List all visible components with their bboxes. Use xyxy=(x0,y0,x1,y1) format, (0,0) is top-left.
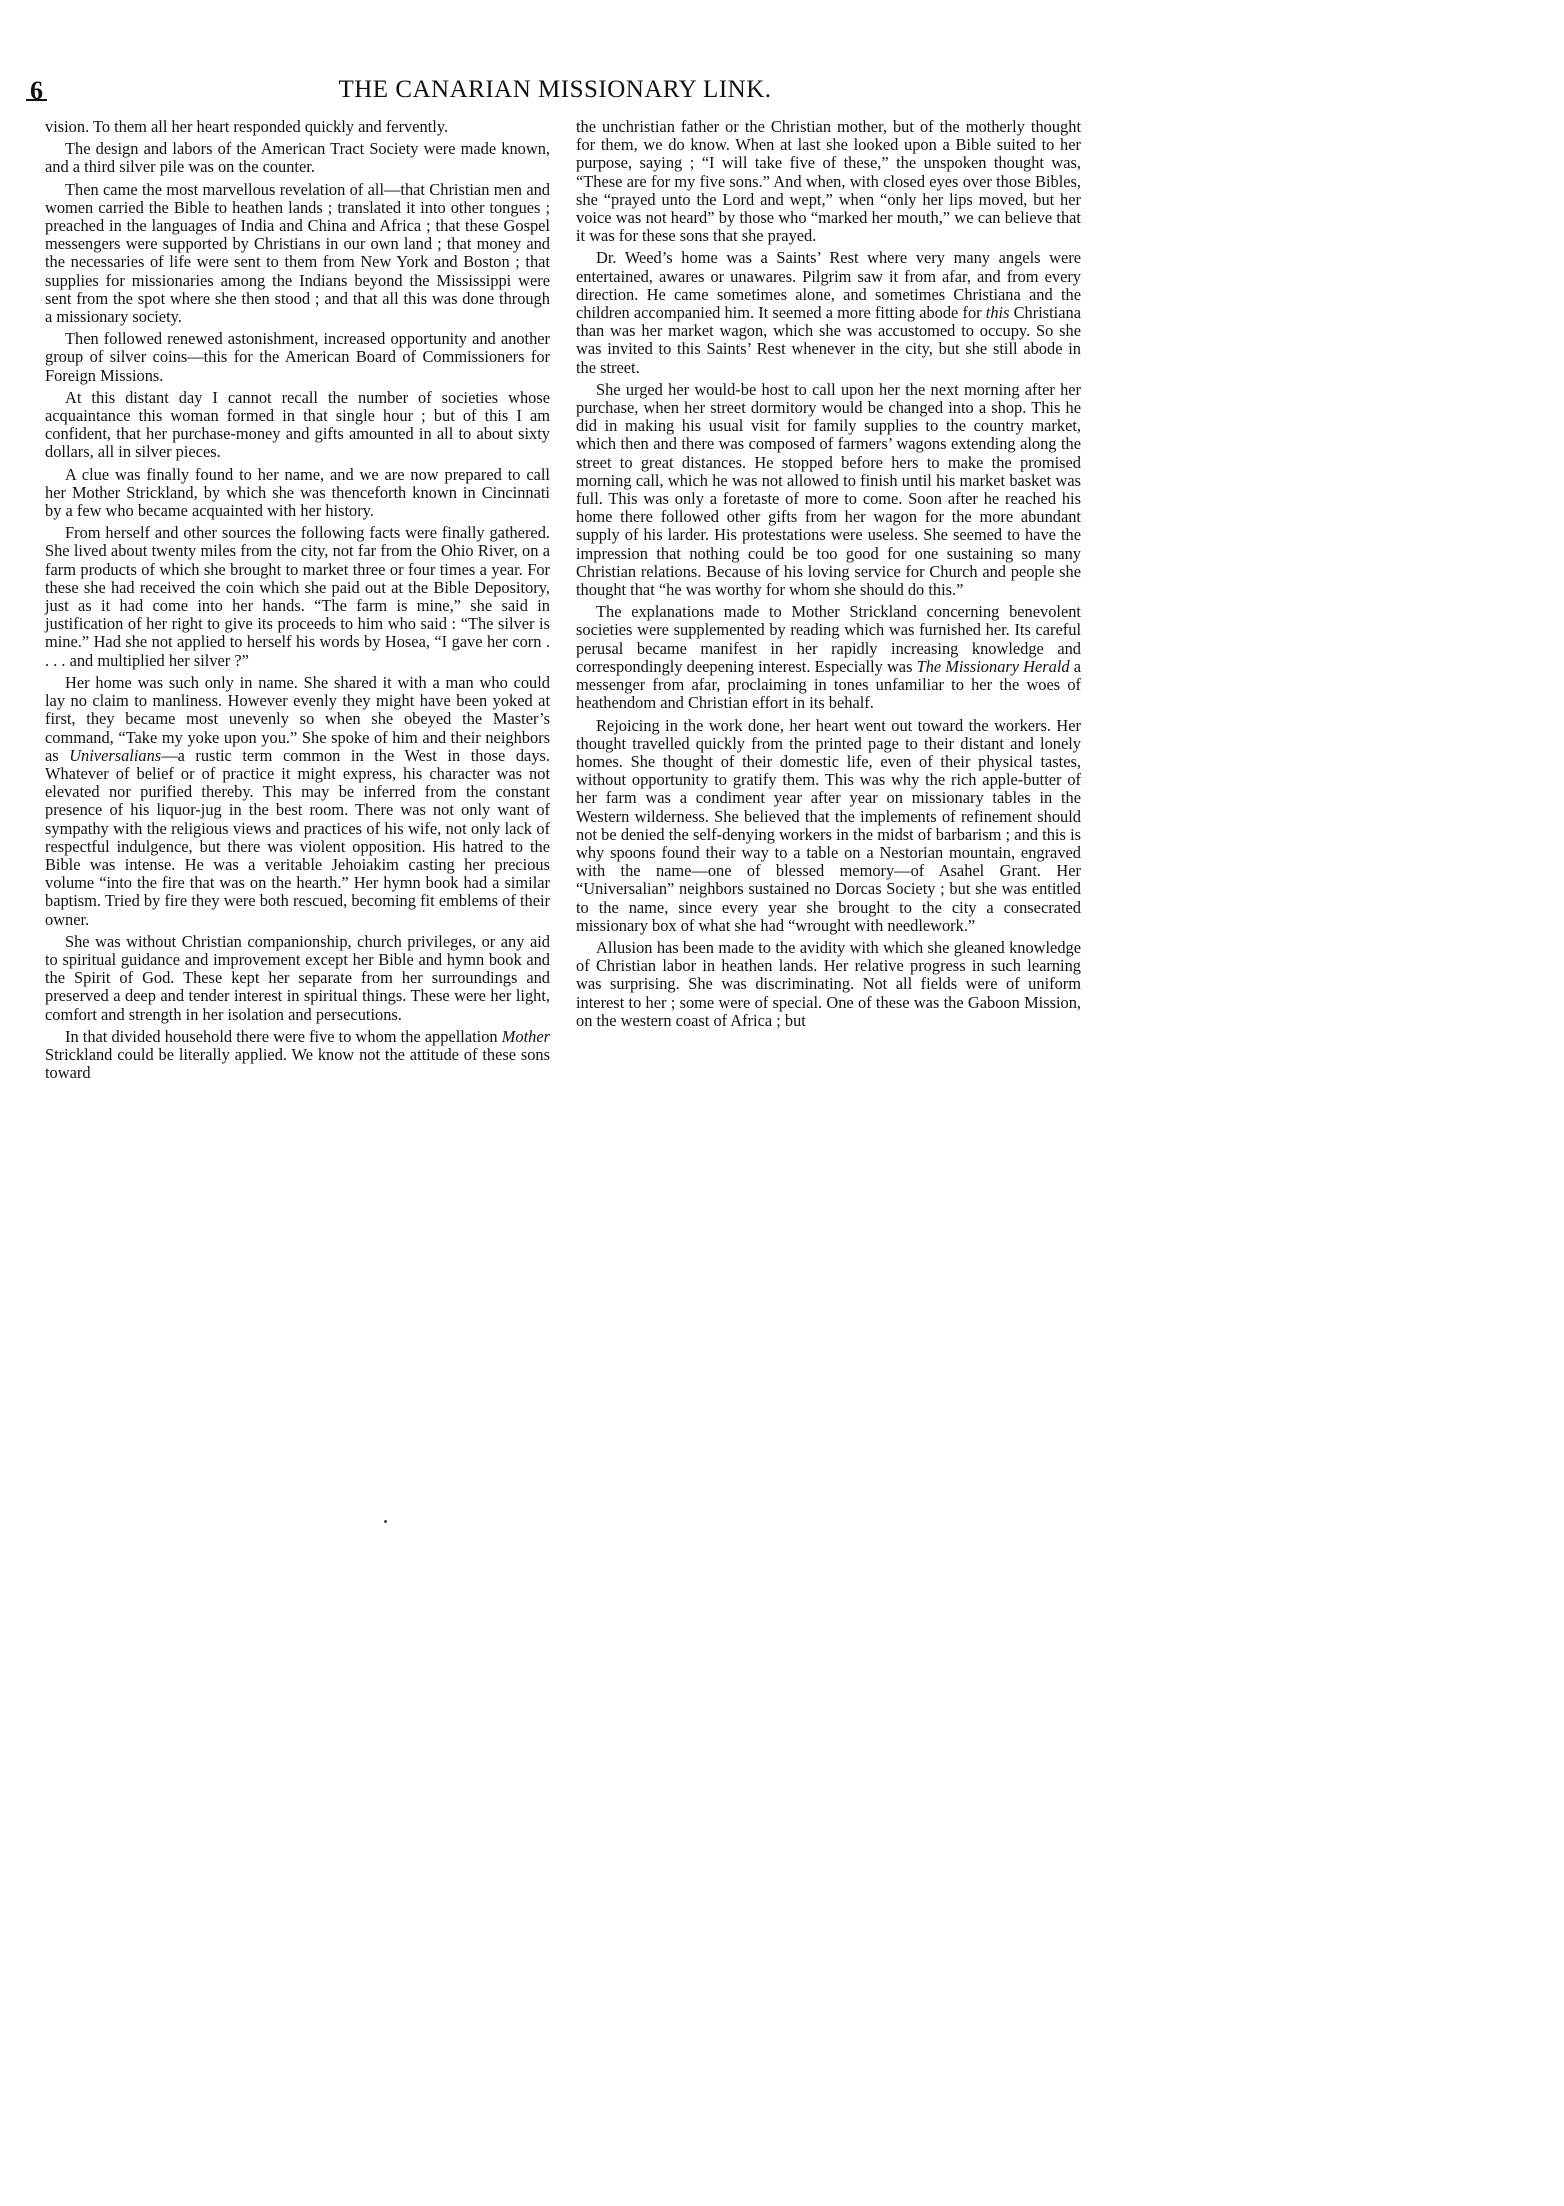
right-column xyxy=(576,118,1081,1034)
text-run: Her home was such only in name. She shared it with a man who could lay no claim to manliness. However evenly they might have been yoked at first, they became most unevenly so when she obeyed the Master’s command, “Take my yoke upon you.” She spoke of him and their neighbors as xyxy=(45,672,550,765)
paragraph: The design and labors of the American Tract Society were made known, and a third silver pile was on the counter. xyxy=(45,139,550,177)
paragraph: vision. To them all her heart responded quickly and fervently. xyxy=(45,117,449,136)
running-title: THE CANARIAN MISSIONARY LINK. xyxy=(338,76,772,103)
italic-term: this xyxy=(985,303,1010,323)
text-run: Dr. Weed’s home was a Saints’ Rest where very many angels were entertained, awares or unawares. Pilgrim saw it from afar, and from every direction. He came sometimes alone, and sometimes Christiana and the children accompanied him. It seemed a more fitting abode for xyxy=(576,248,1081,323)
page-number: 6 xyxy=(30,76,43,105)
paragraph: the unchristian father or the Christian mother, but of the motherly thought for them, we do know. When at last she looked upon a Bible suited to her purpose, saying ; “I will take five of these,” the unspoken thought was, “These are for my five sons.” And when, with closed eyes over those Bibles, she “prayed unto the Lord and wept,” when “only her lips moved, but her voice was not heard” by those who “marked her mouth,” we can believe that it was for these sons that she prayed. xyxy=(576,117,1081,246)
paragraph: She urged her would-be host to call upon her the next morning after her purchase, when her street dormitory would be changed into a shop. This he did in making his usual visit for family supplies to the country market, which then and there was composed of farmers’ wagons extending along the street to great distances. He stopped before hers to make the promised morning call, which he was not allowed to finish until his market basket was full. This was only a foretaste of more to come. Soon after he reached his home there followed other gifts from her wagon for the more abundant supply of his larder. His protestations were useless. She seemed to have the impression that nothing could be too good for one sustaining so many Christian relations. Because of his loving service for Church and people she thought that “he was worthy for whom she should do this.” xyxy=(576,379,1081,600)
page-header xyxy=(30,74,1080,104)
paragraph: Rejoicing in the work done, her heart went out toward the workers. Her thought travelled quickly from the printed page to their distant and lonely homes. She thought of their domestic life, even of their physical tastes, without opportunity to gratify them. This was why the rich apple-butter of her farm was a condiment year after year on missionary tables in the Western wilderness. She believed that the implements of refinement should not be denied the self-denying workers in the midst of barbarism ; and this is why spoons found their way to a table on a Nestorian mountain, engraved with the name—one of blessed memory—of Asahel Grant. Her “Universalian” neighbors sustained no Dorcas Society ; but she was entitled to the name, since every year she brought to the city a consecrated missionary box of what she had “wrought with needlework.” xyxy=(576,715,1081,935)
text-run: —a rustic term common in the West in those days. Whatever of belief or of practice it might express, his character was not elevated nor purified thereby. This may be inferred from the constant presence of his liquor-jug in the best room. There was not only want of sympathy with the religious views and practices of his wife, not only lack of respectful indulgence, but there was violent opposition. His hatred to the Bible was intense. He was a veritable Jehoiakim casting her precious volume “into the fire that was on the hearth.” Her hymn book had a similar baptism. Tried by fire they were both rescued, becoming fit emblems of their owner. xyxy=(45,745,550,929)
text-run: The explanations made to Mother Strickland concerning benevolent societies were supplemented by reading which was furnished her. Its careful perusal became manifest in her rapidly increasing knowledge and correspondingly deepening interest. Especially was xyxy=(576,602,1081,676)
italic-term: The Missionary Herald xyxy=(916,656,1070,676)
text-run: a messenger from afar, proclaiming in tones unfamiliar to her the woes of heathendom and Christian effort in its behalf. xyxy=(576,656,1082,713)
paragraph xyxy=(576,603,1081,712)
paragraph: From herself and other sources the following facts were finally gathered. She lived about twenty miles from the city, not far from the Ohio River, on a farm products of which she brought to market three or four times a year. For these she had received the coin which she paid out at the Bible Depository, just as it had come into her hands. “The farm is mine,” she said in justification of her right to give its proceeds to him who said : “The silver is mine.” Had she not applied to herself his words by Hosea, “I gave her corn . . . . and multiplied her silver ?” xyxy=(45,523,550,670)
paragraph: She was without Christian companionship, church privileges, or any aid to spiritual guidance and improvement except her Bible and hymn book and the Spirit of God. These kept her separate from her surroundings and preserved a deep and tender interest in spiritual things. These were her light, comfort and strength in her isolation and persecutions. xyxy=(45,931,550,1024)
paragraph: Then followed renewed astonishment, increased opportunity and another group of silver coins—this for the American Board of Commissioners for Foreign Missions. xyxy=(45,329,550,385)
paragraph: At this distant day I cannot recall the number of societies whose acquaintance this woman formed in that single hour ; but of this I am confident, that her purchase-money and gifts amounted in all to about sixty dollars, all in silver pieces. xyxy=(45,387,550,462)
print-speck xyxy=(384,1520,387,1523)
paragraph: A clue was finally found to her name, and we are now prepared to call her Mother Strickland, by which she was thenceforth known in Cincinnati by a few who became acquainted with her history. xyxy=(45,464,550,521)
text-run: Christiana than was her market wagon, which she was accustomed to occupy. So she was invited to this Saints’ Rest whenever in the city, but she still abode in the street. xyxy=(576,303,1081,377)
italic-term: Universalians xyxy=(69,745,162,765)
italic-term: Mother xyxy=(501,1026,550,1046)
paragraph xyxy=(45,674,550,929)
text-run: In that divided household there were five to whom the appellation xyxy=(65,1026,502,1046)
paragraph xyxy=(45,1028,550,1083)
left-column xyxy=(45,118,550,1086)
paragraph: Allusion has been made to the avidity with which she gleaned knowledge of Christian labor in heathen lands. Her relative progress in such learning was surprising. She was discriminating. Not all fields were of uniform interest to her ; some were of special. One of these was the Gaboon Mission, on the western coast of Africa ; but xyxy=(576,937,1081,1030)
paragraph xyxy=(576,249,1081,376)
paragraph: Then came the most marvellous revelation of all—that Christian men and women carried the Bible to heathen lands ; translated it into other tongues ; preached in the languages of India and China and Africa ; that these Gospel messengers were supported by Christians in our own land ; that money and the necessaries of life were sent to them from New York and Boston ; that supplies for missionaries among the Indians beyond the Mississippi were sent from the spot where she then stood ; and that all this was done through a missionary society. xyxy=(45,179,550,327)
text-run: Strickland could be literally applied. We know not the attitude of these sons toward xyxy=(45,1044,550,1083)
